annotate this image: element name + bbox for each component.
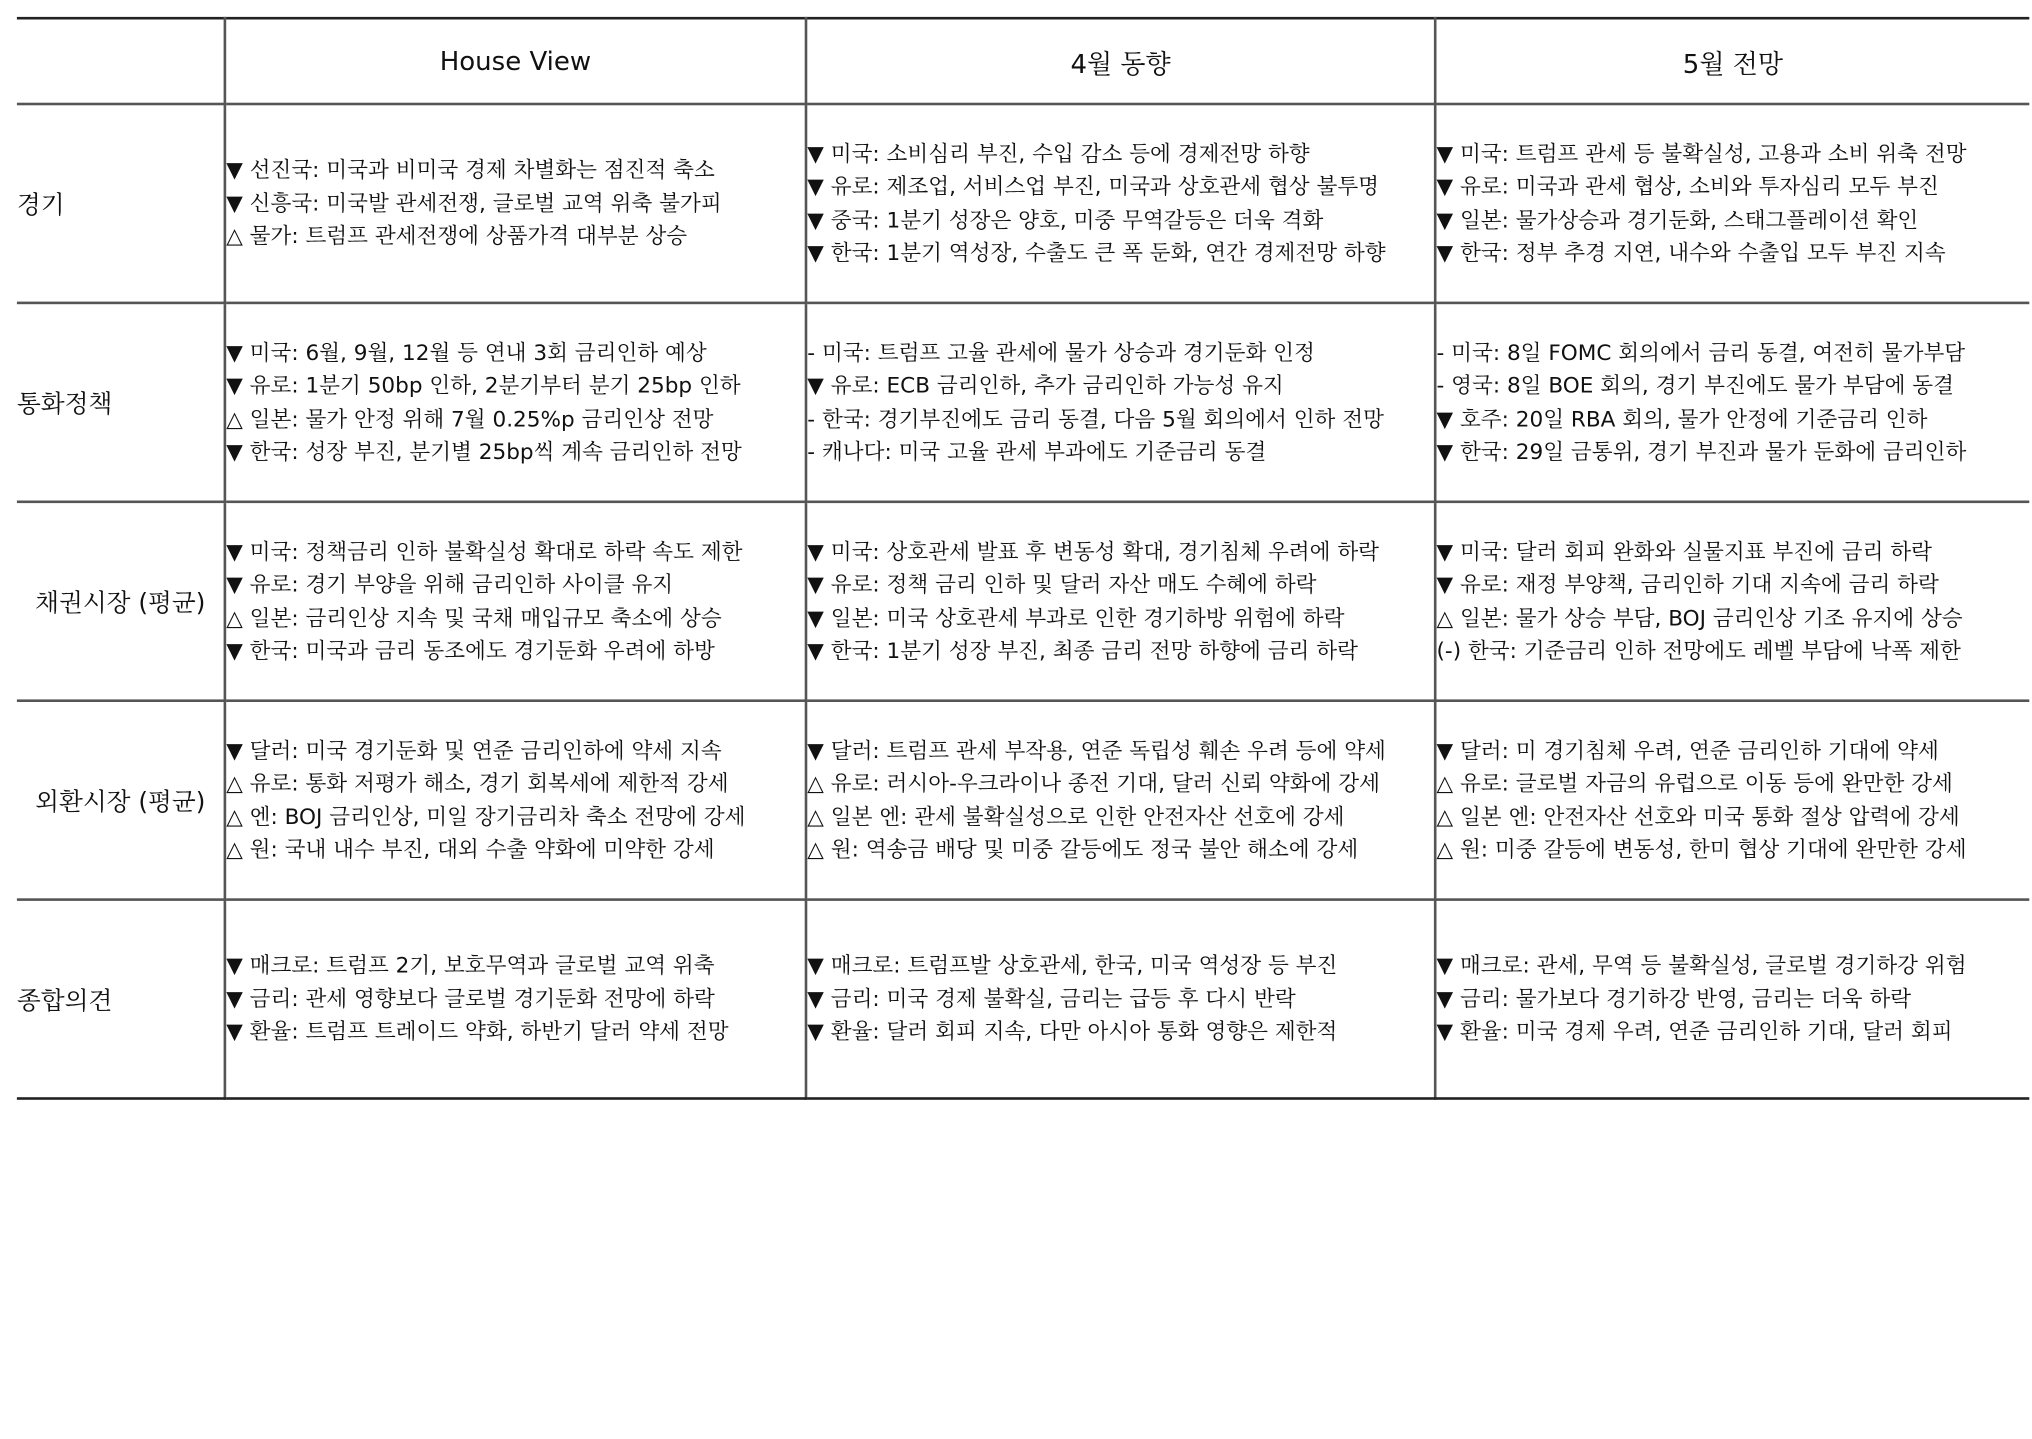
text-line: ▼ 미국: 달러 회피 완화와 실물지표 부진에 금리 하락 <box>1436 538 1932 564</box>
text-line: △ 원: 국내 내수 부진, 대외 수출 약화에 미약한 강세 <box>226 837 715 862</box>
text-line: ▼ 달러: 트럼프 관세 부작용, 연준 독립성 훼손 우려 등에 약세 <box>807 737 1386 763</box>
text-line: ▼ 유로: 재정 부양책, 금리인하 기대 지속에 금리 하락 <box>1436 572 1939 597</box>
house-view-cell <box>225 701 806 900</box>
row-category: 통화정책 <box>17 303 225 502</box>
text-line: ▼ 유로: 정책 금리 인하 및 달러 자산 매도 수혜에 하락 <box>807 572 1317 597</box>
may-cell <box>1435 900 2029 1099</box>
table-row <box>17 701 2029 900</box>
text-line: ▼ 환율: 달러 회피 지속, 다만 아시아 통화 영향은 제한적 <box>807 1019 1338 1045</box>
text-line: △ 일본 엔: 안전자산 선호와 미국 통화 절상 압력에 강세 <box>1436 804 1960 829</box>
text-line: ▼ 매크로: 트럼프발 상호관세, 한국, 미국 역성장 등 부진 <box>807 953 1338 978</box>
text-line: △ 일본: 물가 상승 부담, BOJ 금리인상 기조 유지에 상승 <box>1436 605 1963 630</box>
table-row <box>17 900 2029 1099</box>
text-line: ▼ 매크로: 트럼프 2기, 보호무역과 글로벌 교역 위축 <box>226 953 715 978</box>
april-cell <box>806 104 1435 303</box>
text-line: ▼ 미국: 트럼프 관세 등 불확실성, 고용과 소비 위축 전망 <box>1436 141 1967 166</box>
may-cell <box>1435 701 2029 900</box>
text-line: - 한국: 경기부진에도 금리 동결, 다음 5월 회의에서 인하 전망 <box>807 406 1384 431</box>
row-category: 경기 <box>17 104 225 303</box>
text-line: ▼ 일본: 미국 상호관세 부과로 인한 경기하방 위험에 하락 <box>807 605 1345 630</box>
text-line: ▼ 신흥국: 미국발 관세전쟁, 글로벌 교역 위축 불가피 <box>226 190 722 216</box>
text-line: ▼ 선진국: 미국과 비미국 경제 차별화는 점진적 축소 <box>226 157 715 183</box>
text-line: △ 엔: BOJ 금리인상, 미일 장기금리차 축소 전망에 강세 <box>226 804 746 829</box>
text-line: △ 유로: 통화 저평가 해소, 경기 회복세에 제한적 강세 <box>226 770 729 796</box>
text-line: ▼ 일본: 물가상승과 경기둔화, 스태그플레이션 확인 <box>1436 207 1919 233</box>
may-cell <box>1435 104 2029 303</box>
text-line: ▼ 유로: 경기 부양을 위해 금리인하 사이클 유지 <box>226 572 674 597</box>
header-may-outlook: 5월 전망 <box>1435 18 2029 104</box>
header-house-view: House View <box>225 18 806 104</box>
row-category: 채권시장 (평균) <box>17 502 225 701</box>
table-row <box>17 303 2029 502</box>
text-line: ▼ 유로: 1분기 50bp 인하, 2분기부터 분기 25bp 인하 <box>226 373 741 398</box>
text-line: △ 일본: 금리인상 지속 및 국채 매입규모 축소에 상승 <box>226 605 722 630</box>
house-view-cell <box>225 303 806 502</box>
text-line: △ 물가: 트럼프 관세전쟁에 상품가격 대부분 상승 <box>226 223 688 249</box>
text-line: - 캐나다: 미국 고율 관세 부과에도 기준금리 동결 <box>807 439 1267 465</box>
text-line: ▼ 유로: 미국과 관세 협상, 소비와 투자심리 모두 부진 <box>1436 174 1939 199</box>
text-line: ▼ 한국: 성장 부진, 분기별 25bp씩 계속 금리인하 전망 <box>226 439 742 465</box>
text-line: - 미국: 8일 FOMC 회의에서 금리 동결, 여전히 물가부담 <box>1436 339 1966 365</box>
text-line: ▼ 환율: 미국 경제 우려, 연준 금리인하 기대, 달러 회피 <box>1436 1019 1953 1045</box>
text-line: ▼ 중국: 1분기 성장은 양호, 미중 무역갈등은 더욱 격화 <box>807 207 1324 233</box>
text-line: ▼ 호주: 20일 RBA 회의, 물가 안정에 기준금리 인하 <box>1436 406 1928 431</box>
house-view-cell <box>225 104 806 303</box>
text-line: ▼ 한국: 1분기 역성장, 수출도 큰 폭 둔화, 연간 경제전망 하향 <box>807 240 1386 266</box>
text-line: ▼ 금리: 미국 경제 불확실, 금리는 급등 후 다시 반락 <box>807 986 1296 1012</box>
text-line: ▼ 달러: 미 경기침체 우려, 연준 금리인하 기대에 약세 <box>1436 737 1939 763</box>
table-row <box>17 104 2029 303</box>
text-line: △ 원: 역송금 배당 및 미중 갈등에도 정국 불안 해소에 강세 <box>807 837 1359 862</box>
text-line: ▼ 한국: 미국과 금리 동조에도 경기둔화 우려에 하방 <box>226 638 715 663</box>
april-cell <box>806 303 1435 502</box>
header-row <box>17 18 2029 104</box>
text-line: (-) 한국: 기준금리 인하 전망에도 레벨 부담에 낙폭 제한 <box>1436 638 1961 663</box>
may-cell <box>1435 303 2029 502</box>
text-line: - 미국: 트럼프 고율 관세에 물가 상승과 경기둔화 인정 <box>807 339 1315 365</box>
text-line: △ 유로: 글로벌 자금의 유럽으로 이동 등에 완만한 강세 <box>1436 770 1953 796</box>
text-line: ▼ 미국: 소비심리 부진, 수입 감소 등에 경제전망 하향 <box>807 141 1310 166</box>
house-view-cell <box>225 502 806 701</box>
text-line: ▼ 미국: 상호관세 발표 후 변동성 확대, 경기침체 우려에 하락 <box>807 538 1380 564</box>
april-cell <box>806 900 1435 1099</box>
may-cell <box>1435 502 2029 701</box>
text-line: ▼ 환율: 트럼프 트레이드 약화, 하반기 달러 약세 전망 <box>226 1019 729 1045</box>
text-line: ▼ 한국: 29일 금통위, 경기 부진과 물가 둔화에 금리인하 <box>1436 439 1967 465</box>
house-view-cell <box>225 900 806 1099</box>
text-line: ▼ 미국: 6월, 9월, 12월 등 연내 3회 금리인하 예상 <box>226 339 707 365</box>
text-line: - 영국: 8일 BOE 회의, 경기 부진에도 물가 부담에 동결 <box>1436 373 1954 398</box>
market-outlook-table <box>17 17 2029 1100</box>
text-line: ▼ 매크로: 관세, 무역 등 불확실성, 글로벌 경기하강 위험 <box>1436 953 1967 978</box>
text-line: ▼ 달러: 미국 경기둔화 및 연준 금리인하에 약세 지속 <box>226 737 722 763</box>
text-line: △ 유로: 러시아-우크라이나 종전 기대, 달러 신뢰 약화에 강세 <box>807 770 1380 796</box>
text-line: ▼ 유로: 제조업, 서비스업 부진, 미국과 상호관세 협상 불투명 <box>807 174 1380 199</box>
header-category <box>17 18 225 104</box>
text-line: ▼ 금리: 관세 영향보다 글로벌 경기둔화 전망에 하락 <box>226 986 715 1012</box>
text-line: ▼ 금리: 물가보다 경기하강 반영, 금리는 더욱 하락 <box>1436 986 1912 1012</box>
row-category: 외환시장 (평균) <box>17 701 225 900</box>
text-line: ▼ 한국: 1분기 성장 부진, 최종 금리 전망 하향에 금리 하락 <box>807 638 1358 663</box>
text-line: △ 일본 엔: 관세 불확실성으로 인한 안전자산 선호에 강세 <box>807 804 1345 829</box>
april-cell <box>806 502 1435 701</box>
header-april-trend: 4월 동향 <box>806 18 1435 104</box>
april-cell <box>806 701 1435 900</box>
text-line: △ 원: 미중 갈등에 변동성, 한미 협상 기대에 완만한 강세 <box>1436 837 1967 862</box>
text-line: △ 일본: 물가 안정 위해 7월 0.25%p 금리인상 전망 <box>226 406 714 431</box>
text-line: ▼ 미국: 정책금리 인하 불확실성 확대로 하락 속도 제한 <box>226 538 743 564</box>
table-row <box>17 502 2029 701</box>
text-line: ▼ 한국: 정부 추경 지연, 내수와 수출입 모두 부진 지속 <box>1436 240 1946 266</box>
row-category: 종합의견 <box>17 900 225 1099</box>
text-line: ▼ 유로: ECB 금리인하, 추가 금리인하 가능성 유지 <box>807 373 1284 398</box>
